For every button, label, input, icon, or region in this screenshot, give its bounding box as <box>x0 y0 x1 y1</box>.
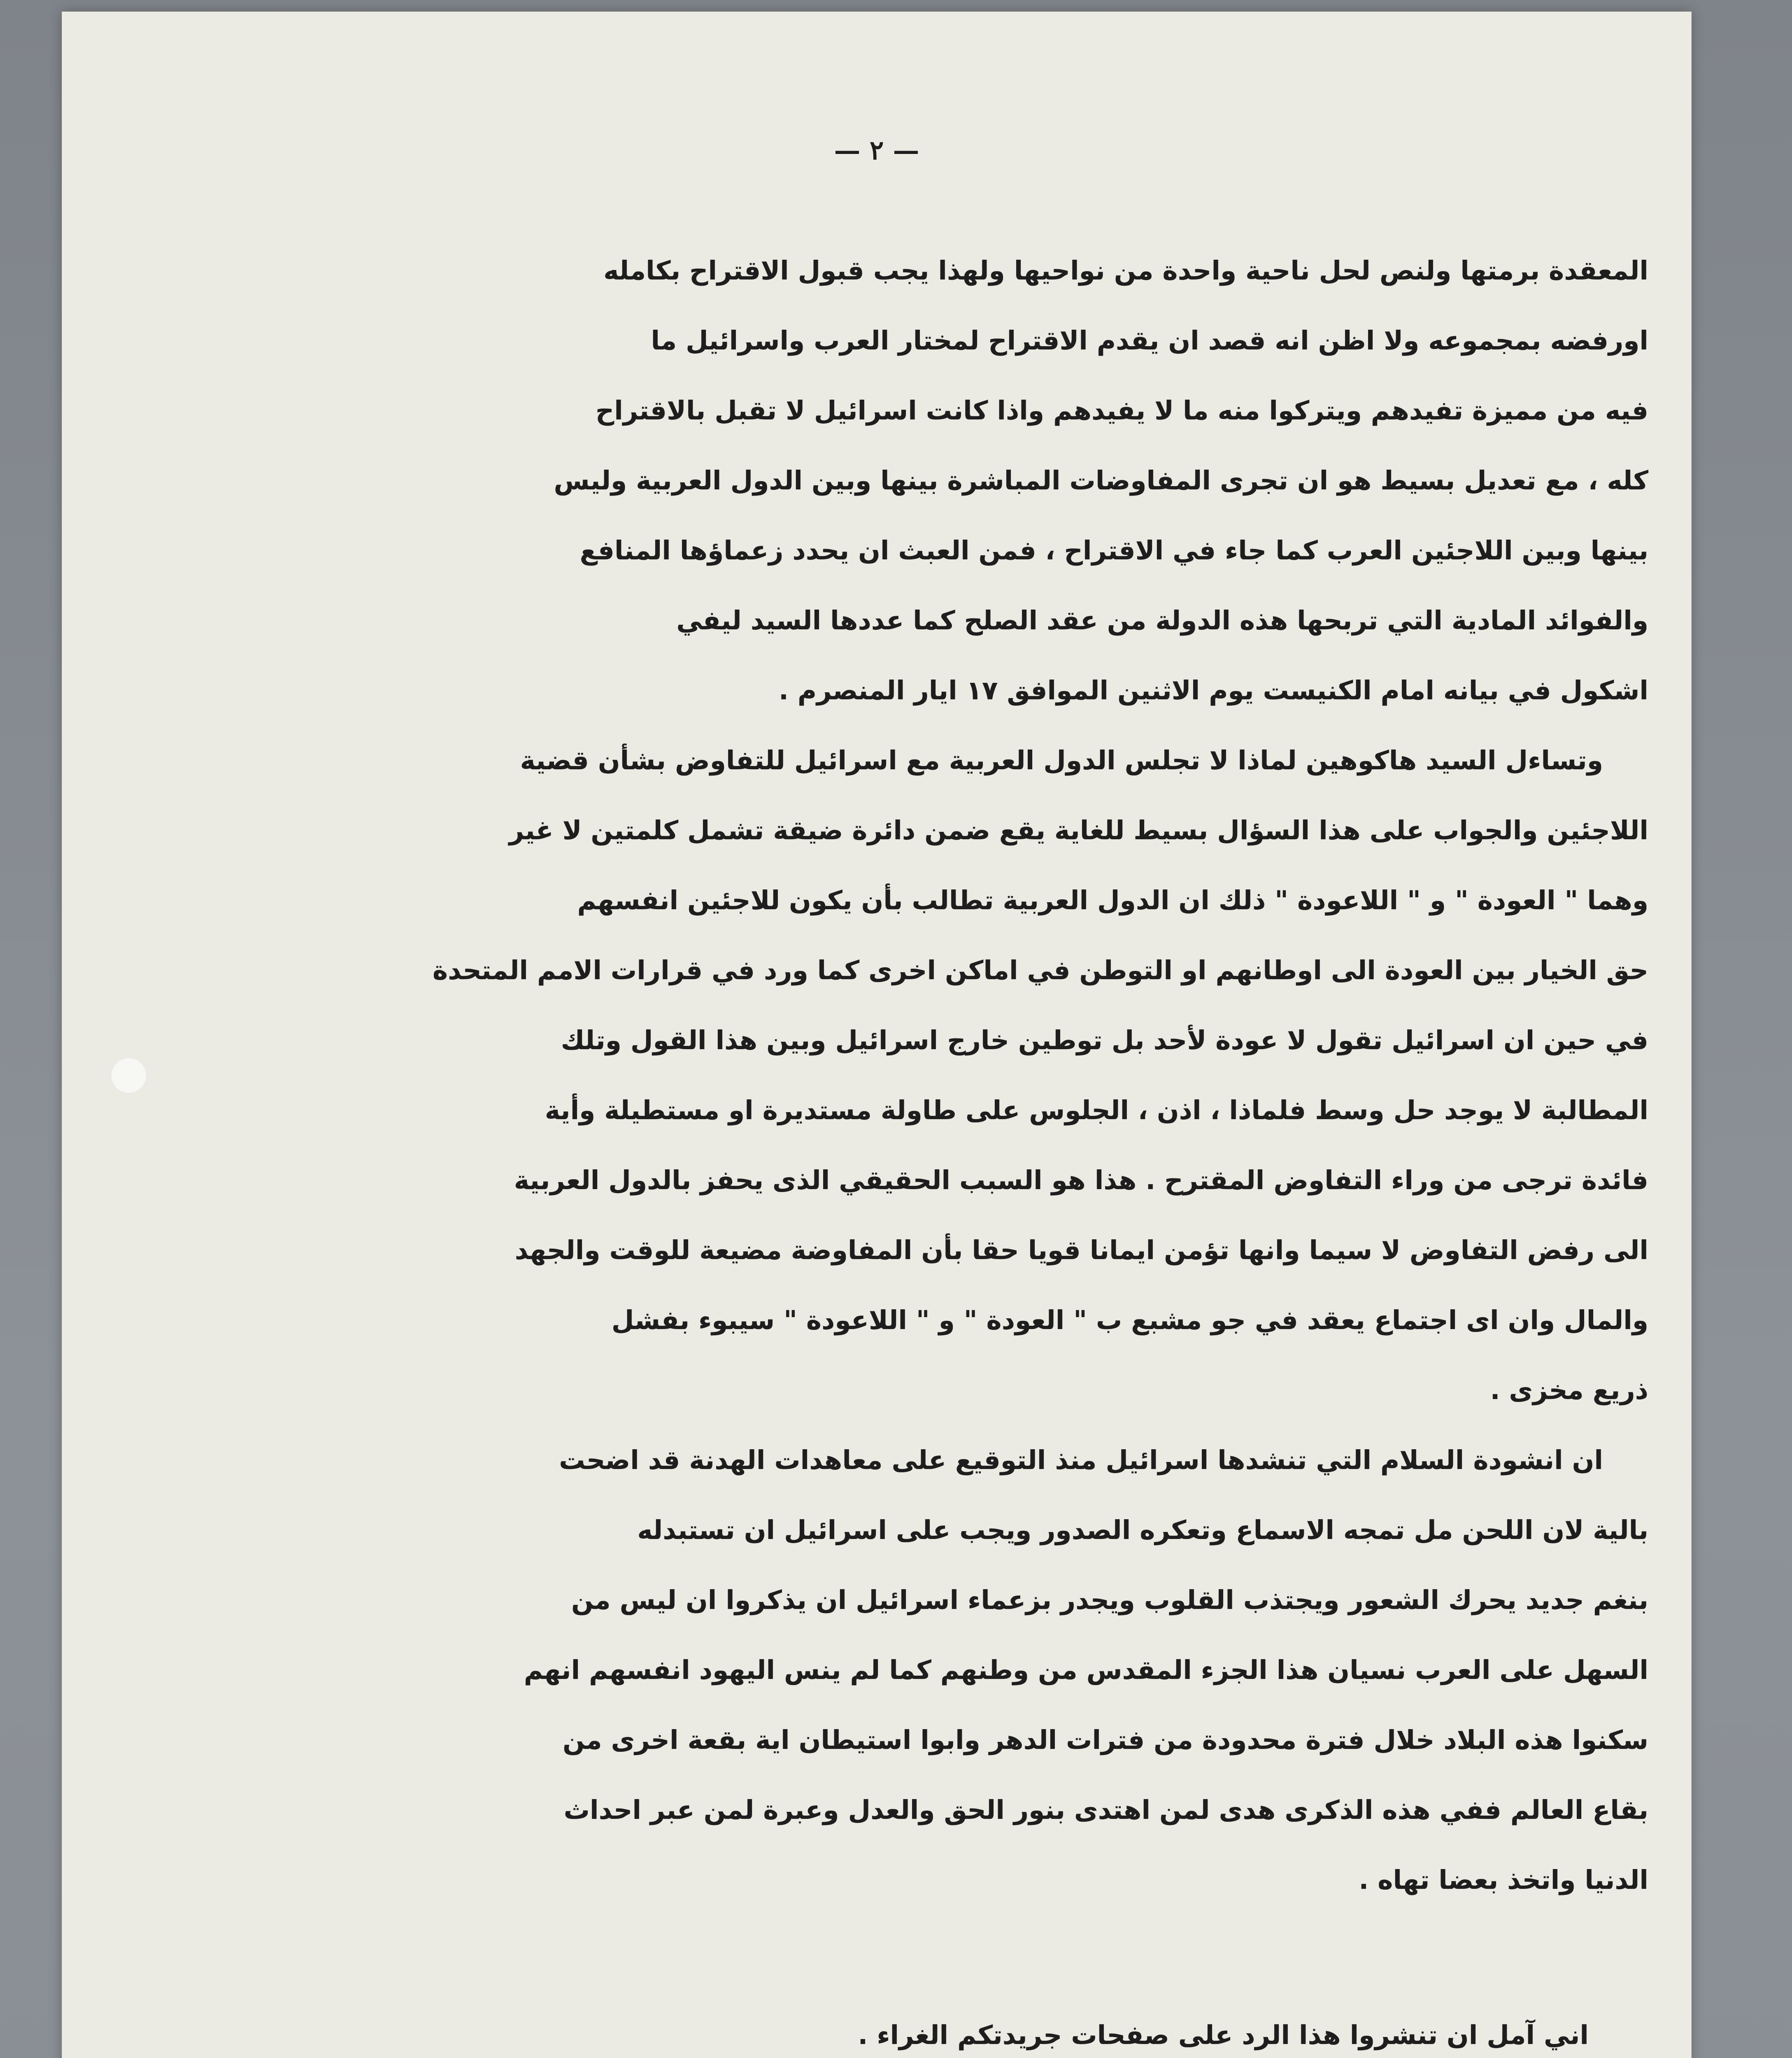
text-line: في حين ان اسرائيل تقول لا عودة لأحد بل توطين خارج اسرائيل وبين هذا القول وتلك <box>561 1025 1648 1055</box>
text-line: وتساءل السيد هاكوهين لماذا لا تجلس الدول العربية مع اسرائيل للتفاوض بشأن قضية <box>520 745 1603 775</box>
text-line: والفوائد المادية التي تربحها هذه الدولة من عقد الصلح كما عددها السيد ليفي <box>676 605 1648 636</box>
text-line: حق الخيار بين العودة الى اوطانهم او التوطن في اماكن اخرى كما ورد في قرارات الامم المتحدة <box>432 955 1648 985</box>
text-line: المعقدة برمتها ولنص لحل ناحية واحدة من نواحيها ولهذا يجب قبول الاقتراح بكامله <box>603 256 1648 286</box>
text-line: الدنيا واتخذ بعضا تهاه . <box>1359 1865 1648 1895</box>
text-line: والمال وان اى اجتماع يعقد في جو مشبع ب " العودة " و " اللاعودة " سيبوء بفشل <box>611 1305 1648 1335</box>
text-line: فيه من مميزة تفيدهم ويتركوا منه ما لا يفيدهم واذا كانت اسرائيل لا تقبل بالاقتراح <box>595 396 1648 426</box>
text-line: اللاجئين والجواب على هذا السؤال بسيط للغاية يقع ضمن دائرة ضيقة تشمل كلمتين لا غير <box>509 815 1648 845</box>
text-line: بنغم جديد يحرك الشعور ويجتذب القلوب ويجدر بزعماء اسرائيل ان يذكروا ان ليس من <box>571 1585 1648 1615</box>
text-line: وهما " العودة " و " اللاعودة " ذلك ان الدول العربية تطالب بأن يكون للاجئين انفسهم <box>577 885 1648 915</box>
text-line: ذريع مخزى . <box>1490 1375 1648 1405</box>
text-line: فائدة ترجى من وراء التفاوض المقترح . هذا هو السبب الحقيقي الذى يحفز بالدول العربية <box>514 1165 1648 1195</box>
text-line: السهل على العرب نسيان هذا الجزء المقدس من وطنهم كما لم ينس اليهود انفسهم انهم <box>524 1655 1648 1685</box>
text-line: اشكول في بيانه امام الكنيست يوم الاثنين الموافق ١٧ ايار المنصرم . <box>779 675 1648 705</box>
page-number: — ٢ — <box>834 135 919 166</box>
text-line: المطالبة لا يوجد حل وسط فلماذا ، اذن ، الجلوس على طاولة مستديرة او مستطيلة وأية <box>545 1095 1648 1125</box>
closing-hope: اني آمل ان تنشروا هذا الرد على صفحات جريدتكم الغراء . <box>858 2020 1589 2050</box>
text-line: بالية لان اللحن مل تمجه الاسماع وتعكره الصدور ويجب على اسرائيل ان تستبدله <box>637 1515 1648 1545</box>
document-page <box>62 12 1692 2058</box>
text-line: سكنوا هذه البلاد خلال فترة محدودة من فترات الدهر وابوا استيطان اية بقعة اخرى من <box>562 1725 1648 1755</box>
letter-body <box>117 236 1648 1915</box>
text-line: بينها وبين اللاجئين العرب كما جاء في الاقتراح ، فمن العبث ان يحدد زعماؤها المنافع <box>579 535 1648 566</box>
text-line: كله ، مع تعديل بسيط هو ان تجرى المفاوضات المباشرة بينها وبين الدول العربية وليس <box>554 466 1648 496</box>
text-line: بقاع العالم ففي هذه الذكرى هدى لمن اهتدى بنور الحق والعدل وعبرة لمن عبر احداث <box>563 1795 1648 1825</box>
text-line: الى رفض التفاوض لا سيما وانها تؤمن ايمانا قويا حقا بأن المفاوضة مضيعة للوقت والجهد <box>514 1235 1648 1265</box>
text-line: ان انشودة السلام التي تنشدها اسرائيل منذ التوقيع على معاهدات الهدنة قد اضحت <box>559 1445 1603 1475</box>
text-line: اورفضه بمجموعه ولا اظن انه قصد ان يقدم الاقتراح لمختار العرب واسرائيل ما <box>651 326 1648 356</box>
